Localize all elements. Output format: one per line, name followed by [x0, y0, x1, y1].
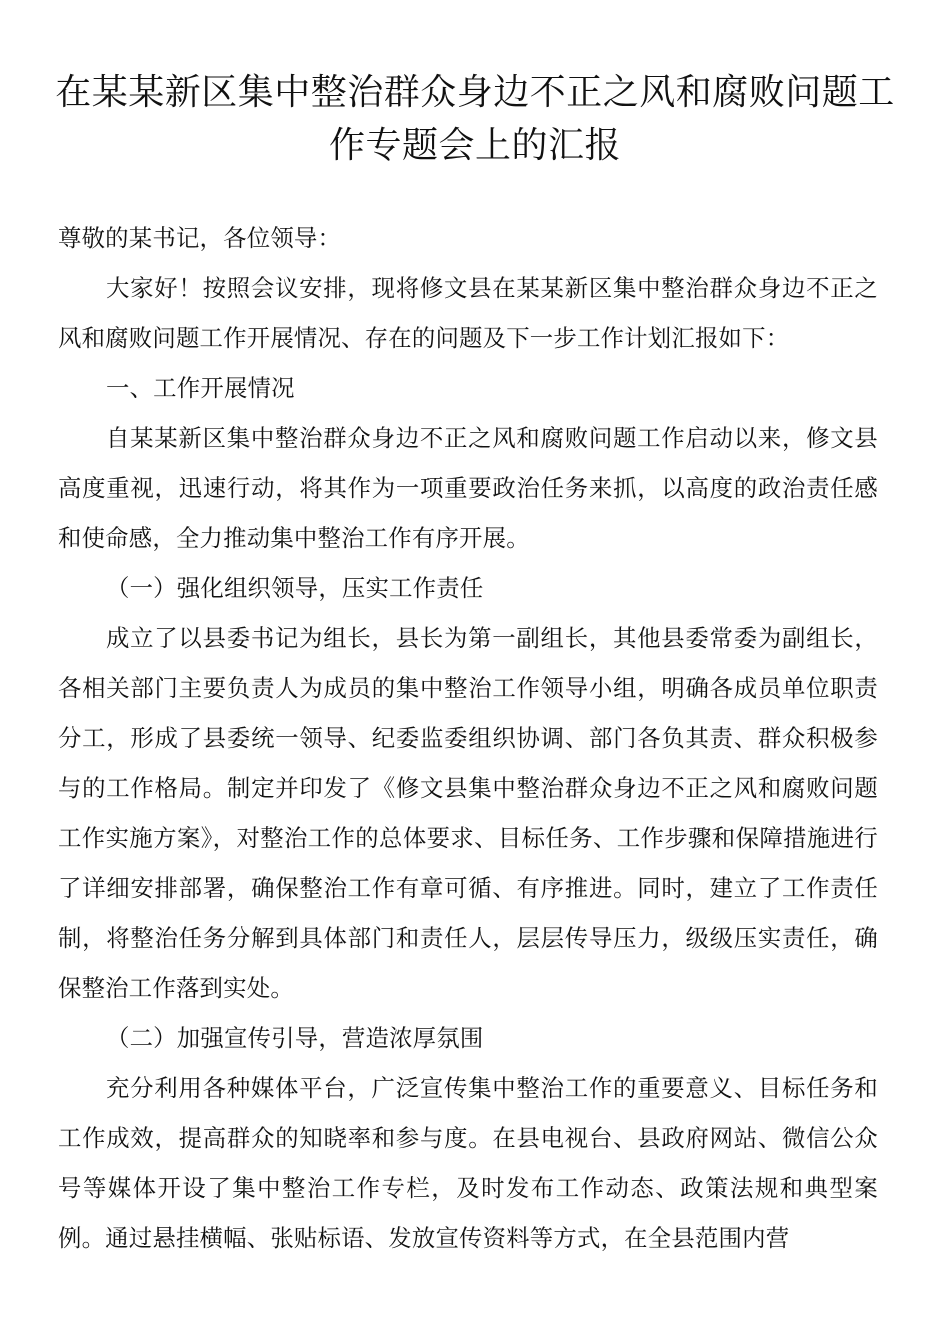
document-body — [58, 213, 878, 1263]
salutation: 尊敬的某书记，各位领导： — [58, 224, 342, 252]
paragraph-intro: 大家好！按照会议安排，现将修文县在某某新区集中整治群众身边不正之风和腐败问题工作开展情况、存在的问题及下一步工作计划汇报如下： — [58, 274, 878, 352]
section-heading-1: 一、工作开展情况 — [106, 374, 295, 402]
document-title: 在某某新区集中整治群众身边不正之风和腐败问题工作专题会上的汇报 — [55, 72, 895, 166]
paragraph-publicity: 充分利用各种媒体平台，广泛宣传集中整治工作的重要意义、目标任务和工作成效，提高群众的知晓率和参与度。在县电视台、县政府网站、微信公众号等媒体开设了集中整治工作专栏，及时发布工作动态、政策法规和典型案例。通过悬挂横幅、张贴标语、发放宣传资料等方式，在全县范围内营 — [58, 1074, 878, 1252]
paragraph-organization: 成立了以县委书记为组长，县长为第一副组长，其他县委常委为副组长，各相关部门主要负责人为成员的集中整治工作领导小组，明确各成员单位职责分工，形成了县委统一领导、纪委监委组织协调、部门各负其责、群众积极参与的工作格局。制定并印发了《修文县集中整治群众身边不正之风和腐败问题工作实施方案》，对整治工作的总体要求、目标任务、工作步骤和保障措施进行了详细安排部署，确保整治工作有章可循、有序推进。同时，建立了工作责任制，将整治任务分解到具体部门和责任人，层层传导压力，级级压实责任，确保整治工作落到实处。 — [58, 624, 878, 1002]
paragraph-overview: 自某某新区集中整治群众身边不正之风和腐败问题工作启动以来，修文县高度重视，迅速行动，将其作为一项重要政治任务来抓，以高度的政治责任感和使命感，全力推动集中整治工作有序开展。 — [58, 424, 878, 552]
subsection-heading-2: （二）加强宣传引导，营造浓厚氛围 — [106, 1024, 484, 1052]
subsection-heading-1: （一）强化组织领导，压实工作责任 — [106, 574, 484, 602]
